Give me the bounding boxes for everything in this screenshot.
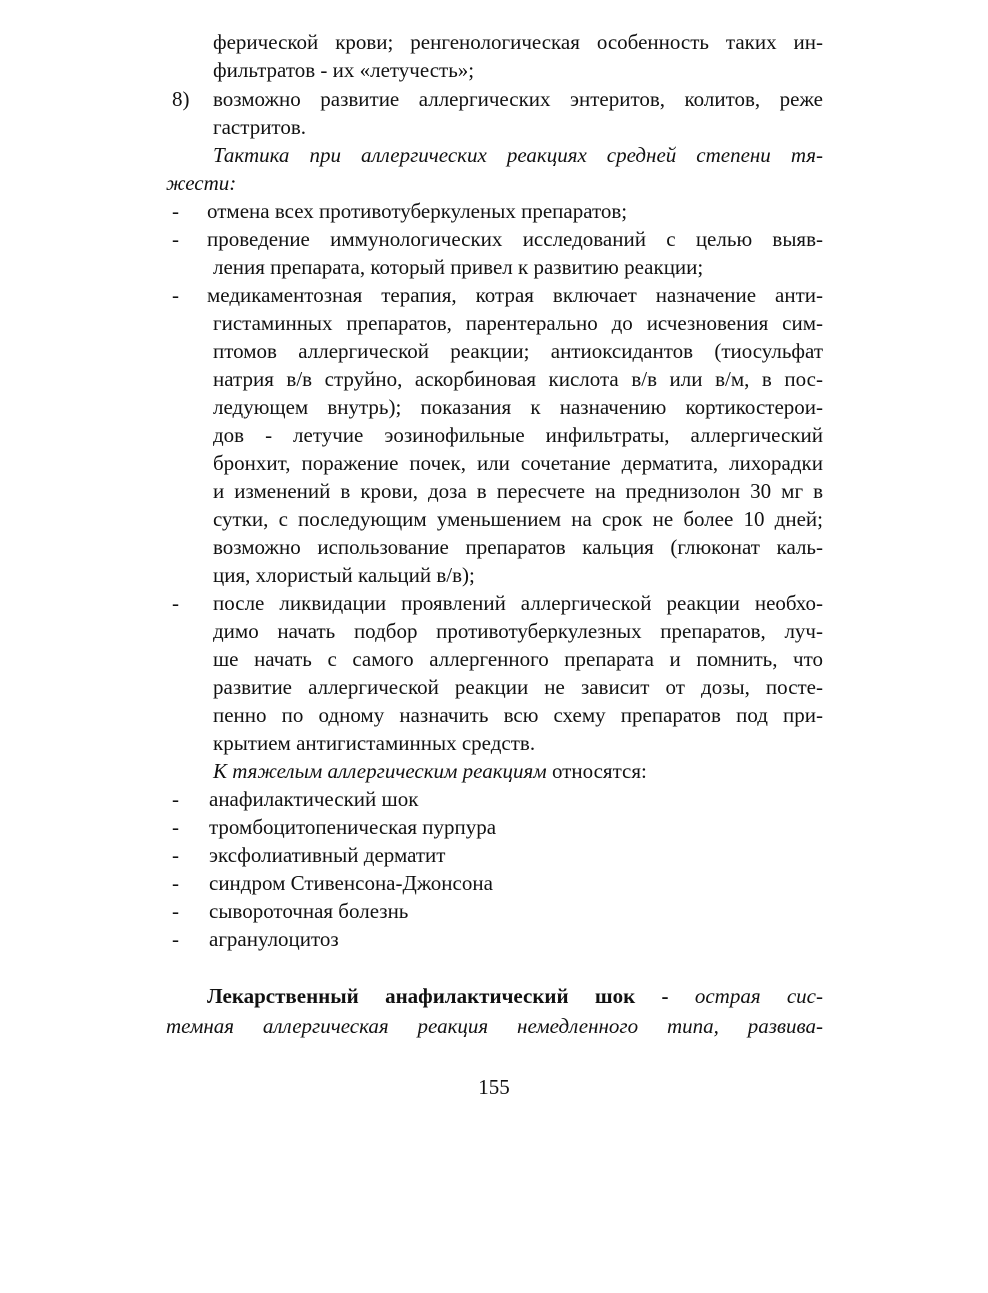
tactics-item-3-line-4: натрия в/в струйно, аскорбиновая кислота в/в или в/м, в пос-: [213, 367, 823, 391]
shock-def-start: острая сис-: [694, 984, 823, 1008]
item-8-line-2: гастритов.: [213, 115, 306, 139]
tactics-item-1-line-1: отмена всех противотуберкуленых препаратов;: [207, 199, 628, 223]
tactics-item-3-line-7: бронхит, поражение почек, или сочетание дерматита, лихорадки: [213, 451, 823, 475]
severe-heading: [213, 757, 647, 785]
severe-item-4-marker: -: [172, 871, 179, 895]
severe-item-5: сывороточная болезнь: [209, 899, 409, 923]
severe-item-1: анафилактический шок: [209, 787, 419, 811]
tactics-item-3-line-8: и изменений в крови, доза в пересчете на преднизолон 30 мг в: [213, 479, 823, 503]
tactics-item-3-line-9: сутки, с последующим уменьшением на срок не более 10 дней;: [213, 507, 823, 531]
tactics-item-4-line-6: крытием антигистаминных средств.: [213, 731, 536, 755]
severe-heading-italic: К тяжелым аллергическим реакциям: [213, 759, 547, 783]
tactics-item-3-line-5: ледующем внутрь); показания к назначению кортикостерои-: [213, 395, 823, 419]
tactics-item-2-line-1: проведение иммунологических исследований с целью выяв-: [207, 227, 823, 251]
intro-line-2: фильтратов - их «летучесть»;: [213, 58, 475, 82]
tactics-item-3-marker: -: [172, 283, 179, 307]
severe-item-6-marker: -: [172, 927, 179, 951]
tactics-item-2-marker: -: [172, 227, 179, 251]
severe-item-4: синдром Стивенсона-Джонсона: [209, 871, 493, 895]
tactics-item-4-line-1: после ликвидации проявлений аллергической реакции необхо-: [213, 591, 823, 615]
tactics-item-4-marker: -: [172, 591, 179, 615]
shock-definition-line-2: темная аллергическая реакция немедленного типа, развива-: [166, 1014, 823, 1038]
severe-item-2-marker: -: [172, 815, 179, 839]
tactics-item-3-line-3: птомов аллергической реакции; антиоксидантов (тиосульфат: [213, 339, 823, 363]
tactics-item-1-marker: -: [172, 199, 179, 223]
severe-item-1-marker: -: [172, 787, 179, 811]
page-number: 155: [478, 1075, 510, 1099]
shock-term: Лекарственный анафилактический шок -: [207, 984, 695, 1008]
tactics-item-4-line-2: димо начать подбор противотуберкулезных препаратов, луч-: [213, 619, 823, 643]
item-8-line-1: возможно развитие аллергических энтеритов, колитов, реже: [213, 87, 823, 111]
tactics-item-3-line-6: дов - летучие эозинофильные инфильтраты, аллергический: [213, 423, 823, 447]
tactics-heading-line-1: Тактика при аллергических реакциях средней степени тя-: [213, 143, 823, 167]
severe-item-2: тромбоцитопеническая пурпура: [209, 815, 497, 839]
intro-line-1: ферической крови; ренгенологическая особенность таких ин-: [213, 30, 823, 54]
tactics-item-4-line-4: развитие аллергической реакции не зависит от дозы, посте-: [213, 675, 823, 699]
tactics-heading-line-2: жести:: [166, 171, 237, 195]
shock-definition-line-1: [207, 982, 823, 1010]
tactics-item-3-line-11: ция, хлористый кальций в/в);: [213, 563, 475, 587]
severe-item-3: эксфолиативный дерматит: [209, 843, 446, 867]
item-8-marker: 8): [172, 87, 190, 111]
tactics-item-3-line-2: гистаминных препаратов, парентерально до исчезновения сим-: [213, 311, 823, 335]
tactics-item-3-line-1: медикаментозная терапия, котрая включает назначение анти-: [207, 283, 823, 307]
severe-item-5-marker: -: [172, 899, 179, 923]
severe-item-3-marker: -: [172, 843, 179, 867]
tactics-item-2-line-2: ления препарата, который привел к развитию реакции;: [213, 255, 704, 279]
severe-heading-rest: относятся:: [546, 759, 647, 783]
tactics-item-3-line-10: возможно использование препаратов кальция (глюконат каль-: [213, 535, 823, 559]
severe-item-6: агранулоцитоз: [209, 927, 339, 951]
tactics-item-4-line-3: ше начать с самого аллергенного препарата и помнить, что: [213, 647, 823, 671]
tactics-item-4-line-5: пенно по одному назначить всю схему препаратов под при-: [213, 703, 823, 727]
